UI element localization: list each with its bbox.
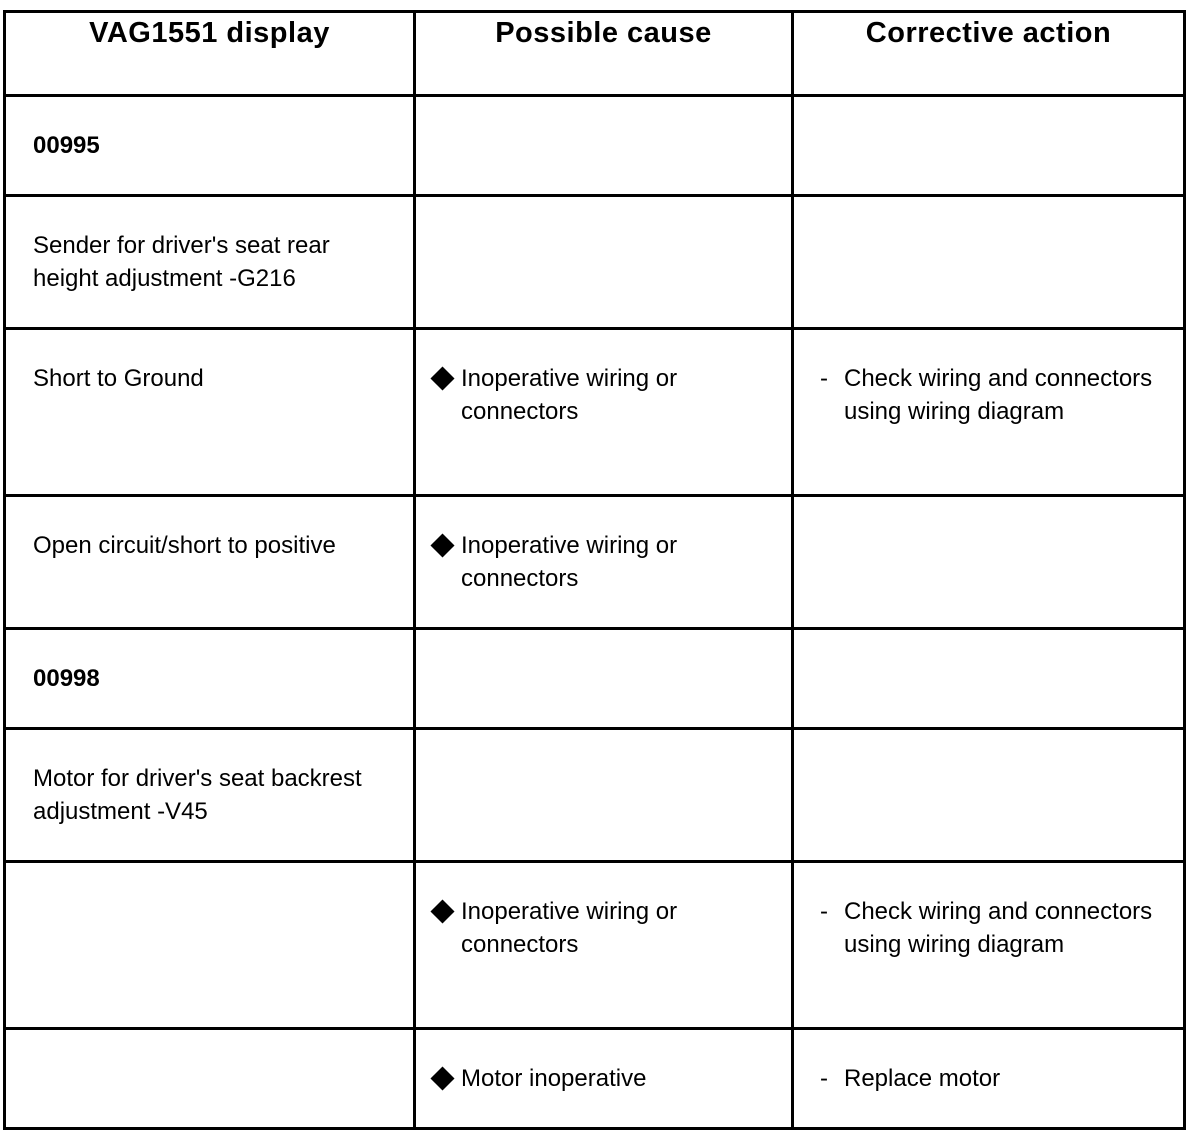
cause-item	[416, 863, 791, 961]
cause-cell	[415, 729, 793, 862]
action-cell	[793, 329, 1185, 496]
dash-marker: -	[820, 365, 828, 392]
fault-code: 00995	[33, 132, 100, 159]
action-cell	[793, 729, 1185, 862]
fault-type: Open circuit/short to positive	[33, 532, 336, 559]
cause-cell	[415, 1029, 793, 1129]
cause-cell	[415, 862, 793, 1029]
action-item	[794, 330, 1183, 428]
header-row	[5, 12, 1185, 96]
action-cell	[793, 862, 1185, 1029]
cause-item	[416, 1030, 791, 1095]
cause-cell	[415, 496, 793, 629]
table-row	[5, 862, 1185, 1029]
cause-text: Inoperative wiring or connectors	[461, 898, 678, 958]
fault-type: Short to Ground	[33, 365, 204, 392]
display-cell	[5, 629, 415, 729]
table-row	[5, 496, 1185, 629]
display-cell	[5, 496, 415, 629]
display-cell	[5, 196, 415, 329]
display-cell	[5, 329, 415, 496]
cause-text: Motor inoperative	[461, 1065, 647, 1092]
cause-item	[416, 497, 791, 595]
header-corrective-action: Corrective action	[793, 12, 1185, 96]
table-row	[5, 729, 1185, 862]
table-row	[5, 1029, 1185, 1129]
diamond-bullet-icon	[430, 1066, 454, 1090]
display-cell	[5, 96, 415, 196]
action-cell	[793, 629, 1185, 729]
action-item	[794, 1030, 1183, 1095]
table-row	[5, 196, 1185, 329]
action-cell	[793, 196, 1185, 329]
action-text: Replace motor	[844, 1065, 1001, 1092]
cause-cell	[415, 629, 793, 729]
action-cell	[793, 1029, 1185, 1129]
cause-cell	[415, 196, 793, 329]
component-name: Motor for driver's seat backrest adjustment -V45	[33, 765, 362, 825]
table-row	[5, 629, 1185, 729]
table-row	[5, 329, 1185, 496]
action-item	[794, 863, 1183, 961]
action-text: Check wiring and connectors using wiring diagram	[844, 365, 1153, 425]
display-cell	[5, 862, 415, 1029]
table-row	[5, 96, 1185, 196]
diagnostic-table	[3, 10, 1186, 1130]
header-vag1551-display: VAG1551 display	[5, 12, 415, 96]
fault-code: 00998	[33, 665, 100, 692]
cause-cell	[415, 329, 793, 496]
cause-text: Inoperative wiring or connectors	[461, 365, 678, 425]
action-text: Check wiring and connectors using wiring diagram	[844, 898, 1153, 958]
diamond-bullet-icon	[430, 899, 454, 923]
header-possible-cause: Possible cause	[415, 12, 793, 96]
dash-marker: -	[820, 898, 828, 925]
diamond-bullet-icon	[430, 533, 454, 557]
display-cell	[5, 1029, 415, 1129]
component-name: Sender for driver's seat rear height adjustment -G216	[33, 232, 330, 292]
action-cell	[793, 496, 1185, 629]
display-cell	[5, 729, 415, 862]
cause-item	[416, 330, 791, 428]
dash-marker: -	[820, 1065, 828, 1092]
action-cell	[793, 96, 1185, 196]
diamond-bullet-icon	[430, 366, 454, 390]
cause-text: Inoperative wiring or connectors	[461, 532, 678, 592]
cause-cell	[415, 96, 793, 196]
